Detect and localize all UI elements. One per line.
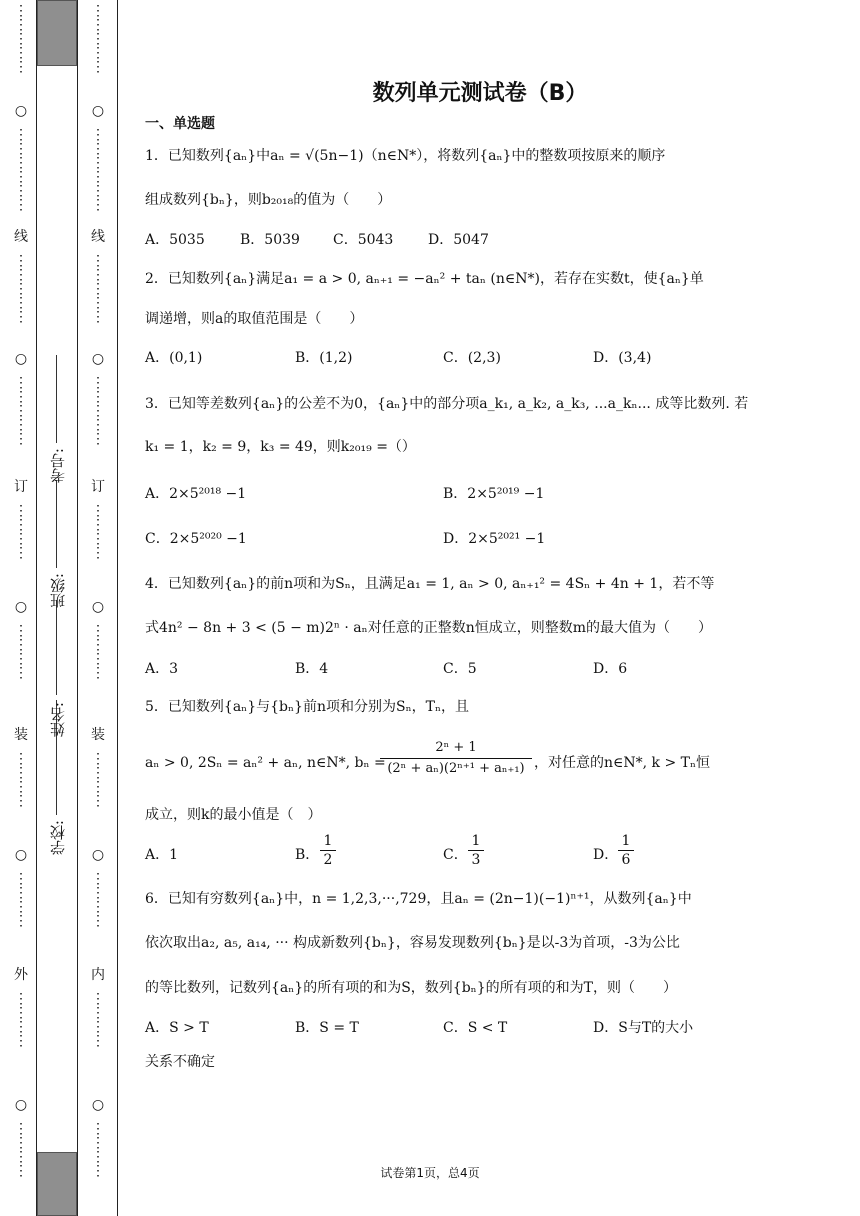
q5-fraction-numerator: 2ⁿ + 1 xyxy=(380,740,532,759)
dots: ⋮ ⋮ ⋮ ⋮ ⋮ xyxy=(14,3,28,75)
outer-label-2: 订 xyxy=(14,479,28,495)
dots: ⋮ ⋮ ⋮ ⋮ ⋮ ⋮ xyxy=(14,127,28,213)
q5-d-den: 6 xyxy=(621,852,631,868)
field-id: 考号: xyxy=(49,448,67,484)
dots: ⋮ ⋮ ⋮ ⋮ xyxy=(14,871,28,929)
q5-c-num: 1 xyxy=(468,832,484,851)
q2-option-a: A．(0,1) xyxy=(145,350,203,366)
section-heading: 一、单选题 xyxy=(145,116,215,132)
q2-option-d: D．(3,4) xyxy=(593,350,652,366)
dots: ⋮ ⋮ ⋮ ⋮ xyxy=(91,503,105,561)
margin-band-top xyxy=(37,0,77,66)
q4-option-a: A．3 xyxy=(145,661,179,677)
q5-b-num: 1 xyxy=(320,832,336,851)
q6-line3: 的等比数列，记数列{aₙ}的所有项的和为S，数列{bₙ}的所有项的和为T，则（ ） xyxy=(145,980,677,996)
q5-fraction-denominator: (2ⁿ + aₙ)(2ⁿ⁺¹ + aₙ₊₁) xyxy=(387,761,525,776)
dots: ⋮ ⋮ ⋮ ⋮ xyxy=(91,623,105,681)
dots: ⋮ ⋮ ⋮ ⋮ xyxy=(14,1121,28,1179)
q4-option-d: D．6 xyxy=(593,661,628,677)
q4-option-c: C．5 xyxy=(443,661,477,677)
dots: ⋮ ⋮ ⋮ ⋮ xyxy=(14,623,28,681)
q6-option-d-continued: 关系不确定 xyxy=(145,1054,215,1070)
circle-mark: ○ xyxy=(14,351,28,367)
dots: ⋮ ⋮ ⋮ ⋮ ⋮ xyxy=(14,375,28,447)
q5-b-den: 2 xyxy=(323,852,333,868)
q6-option-b: B．S = T xyxy=(295,1020,359,1036)
field-name: 姓名: xyxy=(49,702,67,738)
dots: ⋮ ⋮ ⋮ ⋮ xyxy=(91,871,105,929)
dots: ⋮ ⋮ ⋮ ⋮ xyxy=(14,503,28,561)
q5-option-d-fraction xyxy=(618,832,634,869)
circle-mark: ○ xyxy=(91,847,105,863)
circle-mark: ○ xyxy=(14,103,28,119)
q1-option-a: A．5035 xyxy=(145,232,205,248)
q5-option-b-fraction xyxy=(320,832,336,869)
q5-option-c-fraction xyxy=(468,832,484,869)
q5-option-b: B． xyxy=(295,847,320,863)
q5-c-den: 3 xyxy=(471,852,481,868)
dots: ⋮ ⋮ ⋮ ⋮ xyxy=(91,751,105,809)
margin-band-bottom xyxy=(37,1152,77,1216)
q6-option-a: A．S > T xyxy=(145,1020,209,1036)
margin-rule xyxy=(117,0,118,1216)
q5-option-d: D． xyxy=(593,847,619,863)
field-class: 班级: xyxy=(49,573,67,609)
q6-line2: 依次取出a₂, a₅, a₁₄, ··· 构成新数列{bₙ}，容易发现数列{bₙ}是以-3为首项，-3为公比 xyxy=(145,935,680,951)
dots: ⋮ ⋮ ⋮ ⋮ ⋮ xyxy=(14,253,28,325)
field-id-line xyxy=(56,355,57,443)
inner-label-4: 内 xyxy=(91,967,105,983)
outer-label-1: 线 xyxy=(14,229,28,245)
circle-mark: ○ xyxy=(91,1097,105,1113)
q1-option-c: C．5043 xyxy=(333,232,394,248)
dots: ⋮ ⋮ ⋮ ⋮ ⋮ xyxy=(91,253,105,325)
q5-option-c: C． xyxy=(443,847,468,863)
dots: ⋮ ⋮ ⋮ ⋮ xyxy=(14,991,28,1049)
page-footer: 试卷第1页，总4页 xyxy=(380,1166,480,1180)
outer-binding-column xyxy=(13,0,29,1216)
q2-line2: 调递增，则a的取值范围是（ ） xyxy=(145,311,364,327)
outer-label-3: 装 xyxy=(14,727,28,743)
q3-option-d: D．2×5²⁰²¹ −1 xyxy=(443,531,546,547)
inner-binding-column xyxy=(90,0,106,1216)
dots: ⋮ ⋮ ⋮ ⋮ xyxy=(14,751,28,809)
dots: ⋮ ⋮ ⋮ ⋮ xyxy=(91,1121,105,1179)
dots: ⋮ ⋮ ⋮ ⋮ xyxy=(91,991,105,1049)
q3-option-a: A．2×5²⁰¹⁸ −1 xyxy=(145,486,247,502)
outer-label-4: 外 xyxy=(14,967,28,983)
q1-line2: 组成数列{bₙ}，则b₂₀₁₈的值为（ ） xyxy=(145,192,392,208)
dots: ⋮ ⋮ ⋮ ⋮ ⋮ xyxy=(91,3,105,75)
q5-line2a: aₙ > 0, 2Sₙ = aₙ² + aₙ, n∈N*, bₙ = xyxy=(145,755,386,771)
circle-mark: ○ xyxy=(14,1097,28,1113)
q4-line2: 式4n² − 8n + 3 < (5 − m)2ⁿ · aₙ对任意的正整数n恒成立，则整数m的最大值为（ ） xyxy=(145,620,713,636)
q1-option-d: D．5047 xyxy=(428,232,489,248)
q3-option-b: B．2×5²⁰¹⁹ −1 xyxy=(443,486,545,502)
q3-option-c: C．2×5²⁰²⁰ −1 xyxy=(145,531,247,547)
q1-option-b: B．5039 xyxy=(240,232,300,248)
q4-option-b: B．4 xyxy=(295,661,329,677)
q6-line1: 6．已知有穷数列{aₙ}中，n = 1,2,3,···,729，且aₙ = (2n−1)(−1)ⁿ⁺¹，从数列{aₙ}中 xyxy=(145,891,692,907)
circle-mark: ○ xyxy=(91,103,105,119)
field-school: 学校: xyxy=(49,820,67,856)
inner-label-1: 线 xyxy=(91,229,105,245)
margin-rule xyxy=(36,0,37,1216)
q5-option-a: A．1 xyxy=(145,847,179,863)
q2-option-c: C．(2,3) xyxy=(443,350,501,366)
field-class-line xyxy=(56,480,57,568)
q4-line1: 4．已知数列{aₙ}的前n项和为Sₙ，且满足a₁ = 1, aₙ > 0, aₙ₊₁² = 4Sₙ + 4n + 1，若不等 xyxy=(145,576,715,592)
q3-line1: 3．已知等差数列{aₙ}的公差不为0，{aₙ}中的部分项a_k₁, a_k₂, a_k₃, ...a_kₙ... 成等比数列. 若 xyxy=(145,396,749,412)
page-title: 数列单元测试卷（B） xyxy=(372,81,588,106)
q2-line1: 2．已知数列{aₙ}满足a₁ = a > 0, aₙ₊₁ = −aₙ² + taₙ (n∈N*)，若存在实数t，使{aₙ}单 xyxy=(145,271,704,287)
q6-option-d: D．S与T的大小 xyxy=(593,1020,694,1036)
margin-rule xyxy=(77,0,78,1216)
circle-mark: ○ xyxy=(91,599,105,615)
inner-label-2: 订 xyxy=(91,479,105,495)
q3-line2: k₁ = 1，k₂ = 9，k₃ = 49，则k₂₀₁₉ =（） xyxy=(145,439,416,455)
inner-label-3: 装 xyxy=(91,727,105,743)
q5-d-num: 1 xyxy=(618,832,634,851)
circle-mark: ○ xyxy=(14,599,28,615)
q1-line1: 1．已知数列{aₙ}中aₙ = √(5n−1)（n∈N*），将数列{aₙ}中的整数项按原来的顺序 xyxy=(145,148,666,164)
dots: ⋮ ⋮ ⋮ ⋮ ⋮ ⋮ xyxy=(91,127,105,213)
circle-mark: ○ xyxy=(14,847,28,863)
q2-option-b: B．(1,2) xyxy=(295,350,353,366)
q5-line2b: ，对任意的n∈N*, k > Tₙ恒 xyxy=(534,755,711,771)
q6-option-c: C．S < T xyxy=(443,1020,508,1036)
q5-line3: 成立，则k的最小值是（ ） xyxy=(145,807,322,823)
q5-line1: 5．已知数列{aₙ}与{bₙ}前n项和分别为Sₙ，Tₙ，且 xyxy=(145,699,470,715)
q5-fraction xyxy=(380,740,532,777)
circle-mark: ○ xyxy=(91,351,105,367)
dots: ⋮ ⋮ ⋮ ⋮ ⋮ xyxy=(91,375,105,447)
field-name-line xyxy=(56,600,57,695)
